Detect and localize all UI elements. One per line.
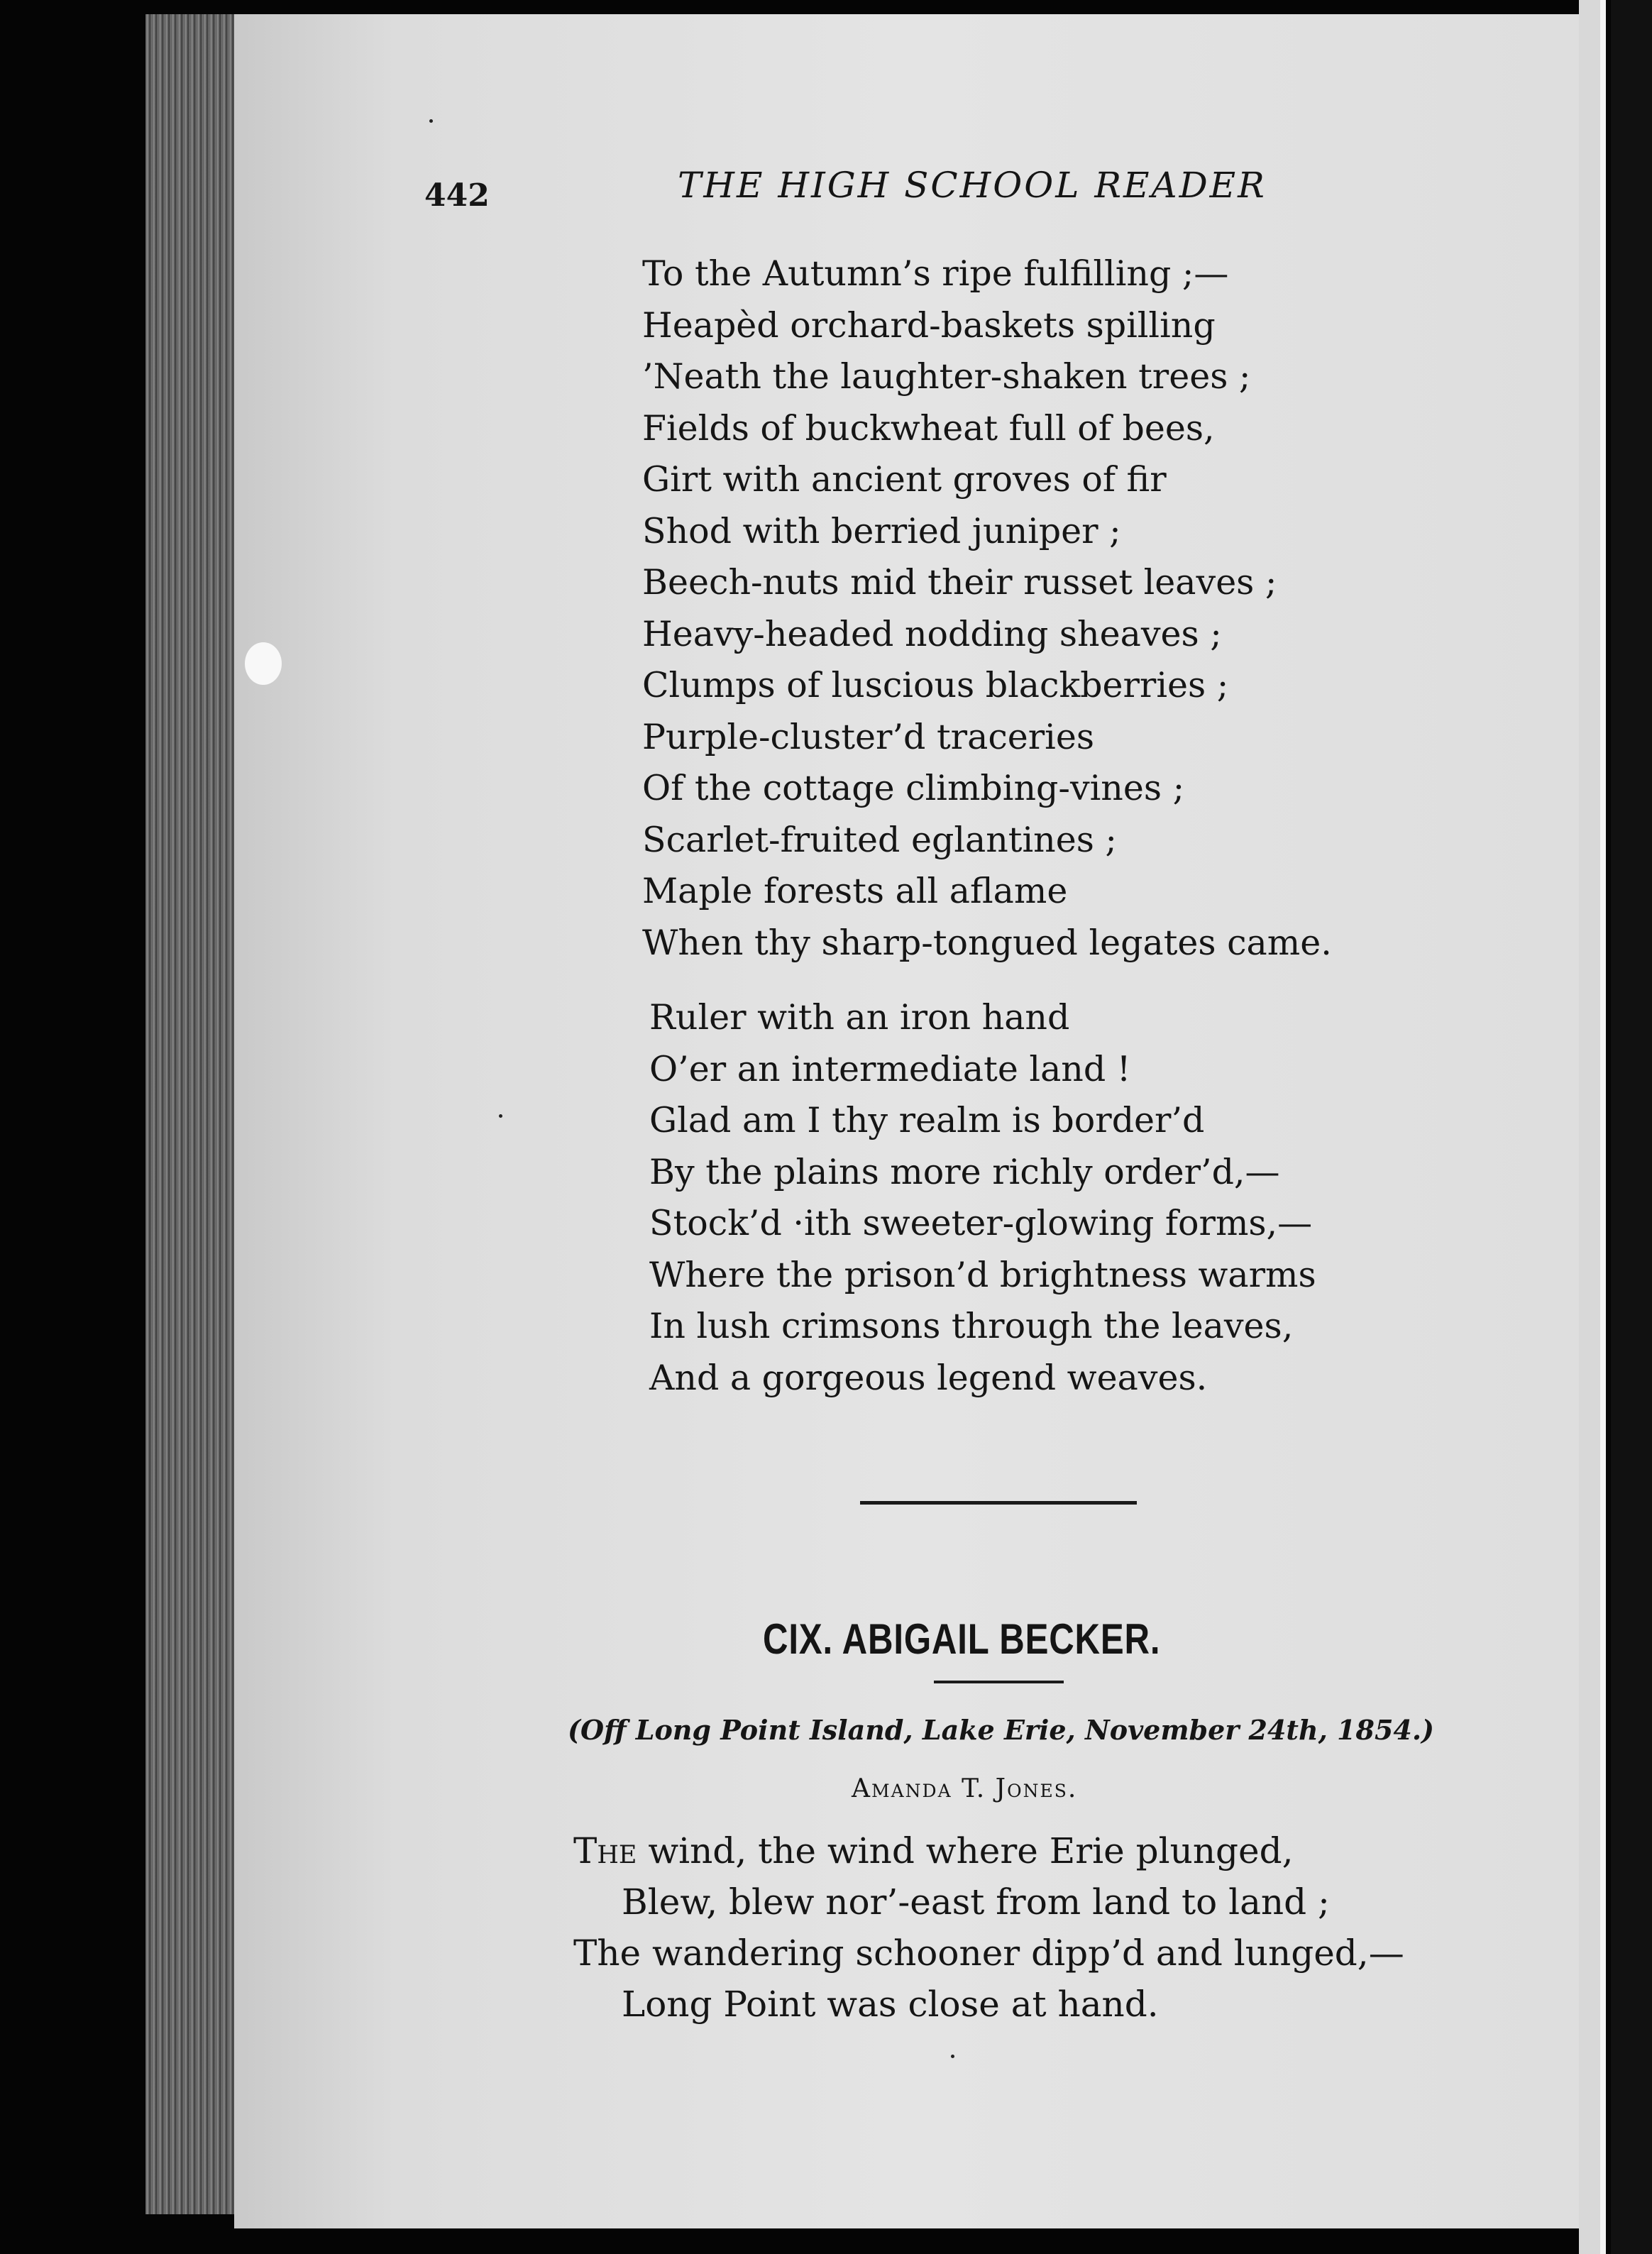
poem-line: By the plains more richly order’d,— (649, 1151, 1280, 1192)
right-binding (1611, 0, 1652, 2254)
poem-line: Fields of buckwheat full of bees, (642, 407, 1215, 449)
right-binding-line (1600, 0, 1606, 2254)
poem-line: The wandering schooner dipp’d and lunged,— (573, 1933, 1404, 1974)
poem-line: Scarlet-fruited eglantines ; (642, 819, 1117, 860)
poem-line: Purple-cluster’d traceries (642, 716, 1094, 757)
poem-line: Maple forests all aflame (642, 871, 1068, 911)
stanza-2 (649, 992, 1316, 1404)
author-name: Amanda T. Jones. (852, 1774, 1078, 1803)
poem-line: In lush crimsons through the leaves, (649, 1306, 1294, 1346)
page-number: 442 (424, 177, 490, 214)
page-edges (145, 14, 245, 2214)
poem-line: O’er an intermediate land ! (649, 1048, 1131, 1089)
poem-line: Clumps of luscious blackberries ; (642, 665, 1229, 705)
stanza-1 (642, 248, 1332, 969)
poem-line (573, 1825, 1404, 1876)
opening-word: The (573, 1830, 637, 1871)
poem-line: Of the cottage climbing-vines ; (642, 768, 1185, 808)
title-underline (934, 1681, 1064, 1683)
poem-line-rest: wind, the wind where Erie plunged, (637, 1830, 1294, 1871)
poem-line: Glad am I thy realm is border’d (649, 1100, 1205, 1140)
poem-line: Girt with ancient groves of fir (642, 459, 1167, 500)
poem-line: Where the prison’d brightness warms (649, 1254, 1316, 1295)
poem-line: Blew, blew nor’-east from land to land ; (622, 1881, 1330, 1923)
poem-line: And a gorgeous legend weaves. (649, 1357, 1208, 1398)
right-board (1579, 0, 1600, 2254)
poem-line: Heapèd orchard-baskets spilling (642, 304, 1216, 346)
poem-line: Ruler with an iron hand (649, 997, 1070, 1038)
poem-line: ’Neath the laughter-shaken trees ; (642, 356, 1251, 397)
poem-line: Long Point was close at hand. (622, 1984, 1159, 2025)
poem-opening (573, 1825, 1404, 2030)
paper-blot (245, 642, 282, 685)
poem-line: Stock’d ·ith sweeter-glowing forms,— (649, 1203, 1313, 1243)
poem-line: Shod with berried juniper ; (642, 510, 1121, 551)
paper-speck (499, 1114, 502, 1118)
chapter-title: CIX. ABIGAIL BECKER. (763, 1615, 1161, 1663)
poem-line: To the Autumn’s ripe fulfilling ;— (642, 253, 1229, 294)
running-head: THE HIGH SCHOOL READER (678, 165, 1267, 206)
paper-speck (951, 2055, 954, 2058)
poem-line: Beech-nuts mid their russet leaves ; (642, 562, 1277, 603)
section-divider (860, 1501, 1137, 1505)
poem-line: When thy sharp-tongued legates came. (642, 922, 1332, 963)
chapter-subtitle: (Off Long Point Island, Lake Erie, November 24th, 1854.) (568, 1714, 1435, 1746)
poem-line: Heavy-headed nodding sheaves ; (642, 613, 1222, 654)
paper-speck (429, 119, 433, 123)
